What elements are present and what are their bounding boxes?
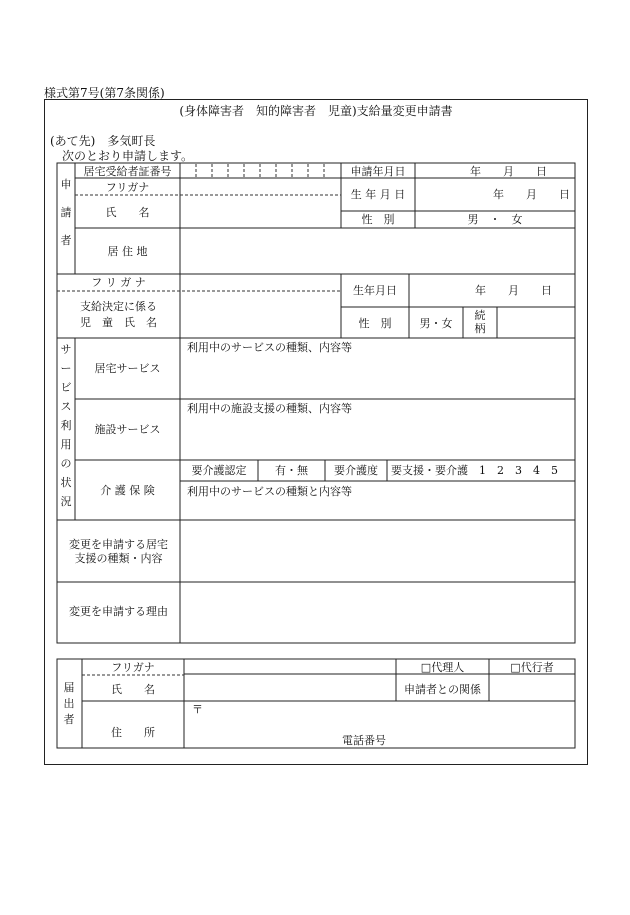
home-service-note: 利用中のサービスの種類、内容等 — [187, 341, 352, 354]
applicant-birthdate-value[interactable]: 年 月 日 — [493, 188, 570, 201]
facility-service-label: 施設サービス — [94, 423, 161, 436]
child-name-label-line1: 支給決定に係る — [80, 300, 157, 313]
care-insurance-label: 介 護 保 険 — [100, 484, 155, 497]
notifier-address-label: 住 所 — [111, 726, 155, 739]
child-sex-options[interactable]: 男・女 — [419, 317, 453, 330]
notifier-proxy-checkbox[interactable]: □代行者 — [510, 661, 554, 674]
service-section-label: サ ー ビ ス 利 用 の 状 況 — [60, 343, 72, 508]
notifier-furigana-label: フリガナ — [111, 661, 155, 674]
applicant-address-label: 居 住 地 — [107, 245, 148, 258]
phone-label: 電話番号 — [342, 734, 386, 747]
change-reason-label: 変更を申請する理由 — [69, 605, 168, 618]
child-birthdate-value[interactable]: 年 月 日 — [475, 284, 552, 297]
notifier-relation-label: 申請者との関係 — [404, 683, 481, 696]
child-relation-label-2: 柄 — [474, 322, 486, 335]
notifier-name-label: 氏 名 — [111, 683, 155, 696]
applicant-birthdate-label: 生 年 月 日 — [350, 188, 406, 201]
applicant-furigana-label: フリガナ — [105, 181, 150, 194]
applicant-sex-options[interactable]: 男 ・ 女 — [467, 213, 523, 226]
change-type-label-line1: 変更を申請する居宅 — [69, 538, 168, 551]
care-certification-label: 要介護認定 — [191, 464, 247, 477]
application-date-value[interactable]: 年 月 日 — [470, 165, 547, 178]
applicant-name-label: 氏 名 — [105, 206, 150, 219]
form-title: (身体障害者 知的障害者 児童)支給量変更申請書 — [179, 104, 453, 118]
care-certification-options[interactable]: 有・無 — [275, 464, 308, 477]
recipient-number-label: 居宅受給者証番号 — [83, 165, 172, 178]
postal-mark: 〒 — [192, 703, 203, 716]
child-sex-label: 性 別 — [358, 317, 392, 330]
notifier-section-label: 届 出 者 — [63, 681, 75, 726]
applicant-sex-label: 性 別 — [361, 213, 395, 226]
home-service-label: 居宅サービス — [94, 362, 161, 375]
child-name-label-line2: 児 童 氏 名 — [80, 316, 157, 329]
facility-service-note: 利用中の施設支援の種類、内容等 — [187, 402, 352, 415]
care-level-options[interactable]: 要支援・要介護 1 2 3 4 5 — [391, 464, 558, 477]
notifier-agent-checkbox[interactable]: □代理人 — [420, 661, 465, 674]
child-birthdate-label: 生年月日 — [353, 284, 397, 297]
change-type-label-line2: 支援の種類・内容 — [74, 552, 163, 565]
child-furigana-label: フ リ ガ ナ — [91, 276, 146, 289]
intro-text: 次のとおり申請します。 — [62, 149, 194, 163]
care-level-label: 要介護度 — [334, 464, 378, 477]
form-number: 様式第7号(第7条関係) — [44, 86, 165, 100]
care-insurance-note: 利用中のサービスの種類と内容等 — [187, 485, 352, 498]
child-relation-label-1: 続 — [474, 309, 486, 322]
applicant-section-label: 申 請 者 — [60, 178, 72, 247]
application-date-label: 申請年月日 — [350, 165, 406, 178]
addressee: (あて先) 多気町長 — [50, 134, 156, 148]
